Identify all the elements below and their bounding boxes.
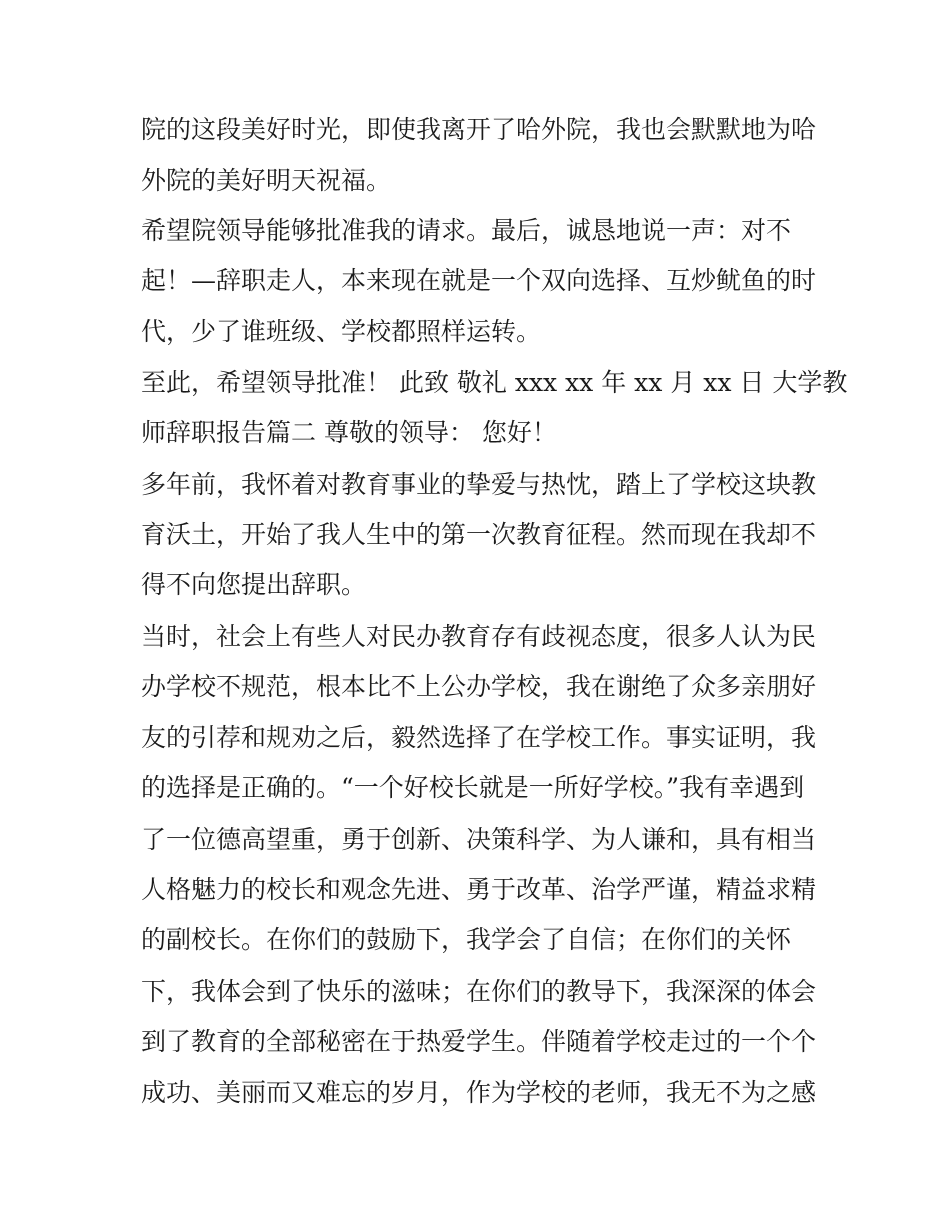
text-line: 代，少了谁班级、学校都照样运转。 <box>141 317 542 346</box>
text-line: 希望院领导能够批准我的请求。最后，诚恳地说一声：对不 <box>141 216 792 245</box>
text-line: 的选择是正确的。“一个好校长就是一所好学校。”我有幸遇到 <box>141 773 805 802</box>
text-line: 育沃土，开始了我人生中的第一次教育征程。然而现在我却不 <box>141 520 817 549</box>
text-line: 办学校不规范，根本比不上公办学校，我在谢绝了众多亲朋好 <box>141 672 817 701</box>
text-line: 得不向您提出辞职。 <box>141 570 367 599</box>
text-line: 当时，社会上有些人对民办教育存有歧视态度，很多人认为民 <box>141 622 817 651</box>
text-line: 成功、美丽而又难忘的岁月，作为学校的老师，我无不为之感 <box>141 1078 817 1107</box>
text-line: 外院的美好明天祝福。 <box>141 166 392 195</box>
text-line: 师辞职报告篇二 尊敬的领导： 您好！ <box>141 418 557 447</box>
text-line: 至此，希望领导批准！ 此致 敬礼 xxx xx 年 xx 月 xx 日 大学教 <box>141 368 848 397</box>
text-line: 友的引荐和规劝之后，毅然选择了在学校工作。事实证明，我 <box>141 723 817 752</box>
text-line: 多年前，我怀着对教育事业的挚爱与热忱，踏上了学校这块教 <box>141 470 817 499</box>
text-line: 到了教育的全部秘密在于热爱学生。伴随着学校走过的一个个 <box>141 1027 817 1056</box>
text-line: 院的这段美好时光，即使我离开了哈外院，我也会默默地为哈 <box>141 115 817 144</box>
text-line: 了一位德高望重，勇于创新、决策科学、为人谦和，具有相当 <box>141 825 817 854</box>
text-line: 下，我体会到了快乐的滋味；在你们的教导下，我深深的体会 <box>141 977 817 1006</box>
text-line: 的副校长。在你们的鼓励下，我学会了自信；在你们的关怀 <box>141 925 792 954</box>
text-line: 起！—辞职走人，本来现在就是一个双向选择、互炒鱿鱼的时 <box>141 266 817 295</box>
text-line: 人格魅力的校长和观念先进、勇于改革、治学严谨，精益求精 <box>141 875 817 904</box>
